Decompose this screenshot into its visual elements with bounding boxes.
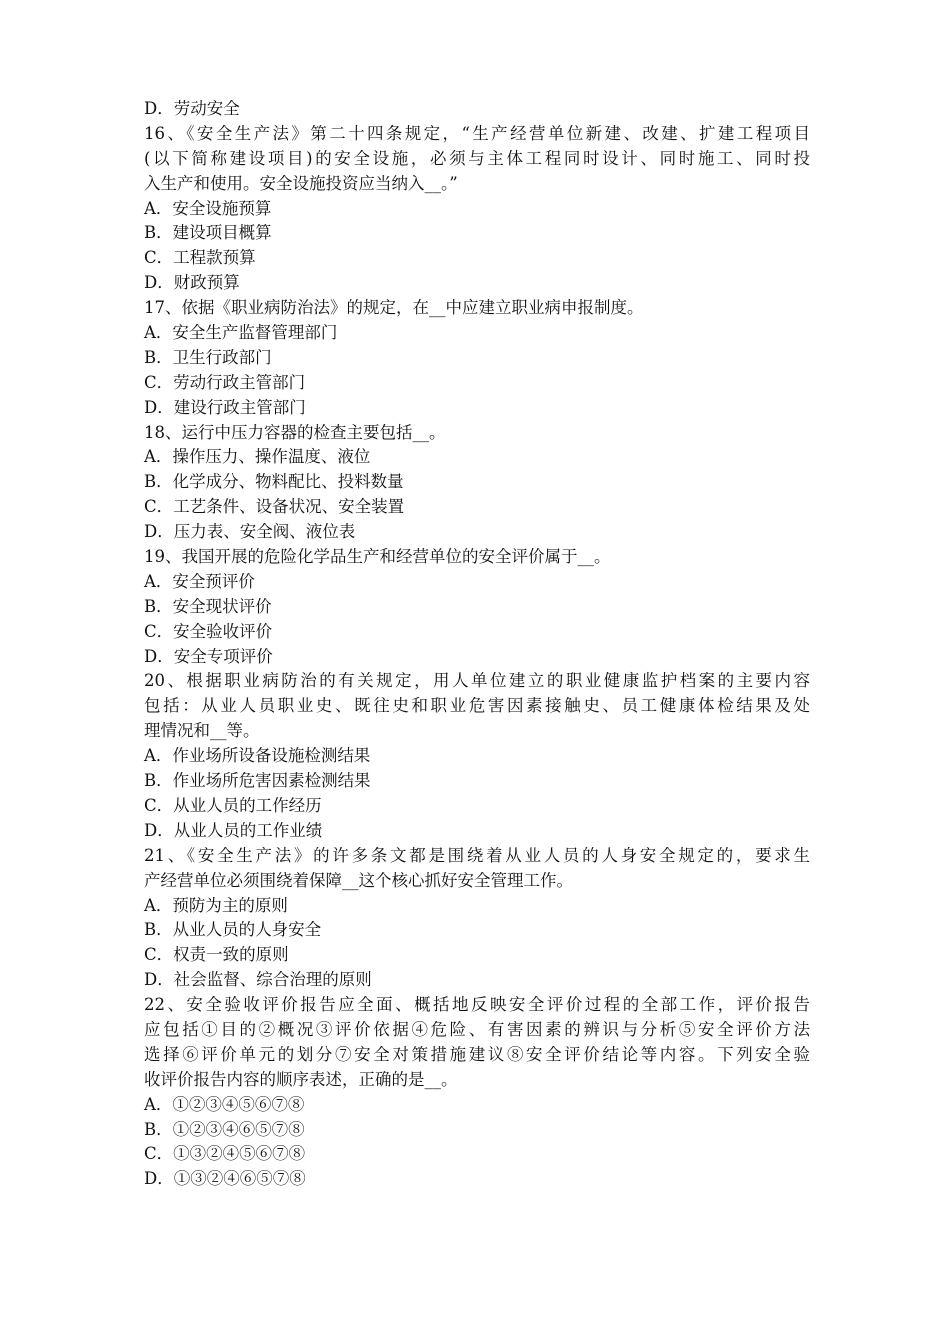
question-text: 选择⑥评价单元的划分⑦安全对策措施建议⑧安全评价结论等内容。下列安全验	[144, 1044, 810, 1064]
question-19	[144, 545, 810, 669]
question-17	[144, 296, 810, 420]
option-b: B．卫生行政部门	[144, 347, 272, 367]
option-d: D．压力表、安全阀、液位表	[144, 522, 356, 542]
question-16	[144, 122, 810, 296]
option-c: C．从业人员的工作经历	[144, 795, 322, 815]
question-text: 18、运行中压力容器的检查主要包括__。	[144, 422, 446, 442]
option-a: A．安全预评价	[144, 571, 255, 591]
option-d: D．财政预算	[144, 273, 240, 293]
option-a: A．安全生产监督管理部门	[144, 323, 338, 343]
question-22	[144, 993, 810, 1192]
option-d-lead: D．劳动安全	[144, 99, 240, 118]
document-page	[144, 97, 810, 1192]
option-a: A．操作压力、操作温度、液位	[144, 447, 371, 467]
option-a: A．①②③④⑤⑥⑦⑧	[144, 1094, 305, 1114]
option-a: A．安全设施预算	[144, 198, 272, 218]
question-text: 21、《安全生产法》的许多条文都是围绕着从业人员的人身安全规定的，要求生	[144, 845, 810, 865]
option-b: B．建设项目概算	[144, 223, 272, 243]
question-20	[144, 669, 810, 843]
question-text: (以下简称建设项目)的安全设施，必须与主体工程同时设计、同时施工、同时投	[144, 148, 810, 168]
option-a: A．预防为主的原则	[144, 895, 288, 915]
question-text: 20、根据职业病防治的有关规定，用人单位建立的职业健康监护档案的主要内容	[144, 671, 810, 691]
option-d: D．社会监督、综合治理的原则	[144, 970, 372, 990]
question-text: 入生产和使用。安全设施投资应当纳入__。”	[144, 173, 458, 193]
option-c: C．工程款预算	[144, 248, 256, 268]
question-text: 17、依据《职业病防治法》的规定，在__中应建立职业病申报制度。	[144, 298, 644, 318]
option-d: D．从业人员的工作业绩	[144, 820, 323, 840]
option-d: D．建设行政主管部门	[144, 397, 306, 417]
option-b: B．安全现状评价	[144, 596, 272, 616]
question-text: 22、安全验收评价报告应全面、概括地反映安全评价过程的全部工作，评价报告	[144, 995, 810, 1015]
option-d: D．安全专项评价	[144, 646, 273, 666]
option-c: C．劳动行政主管部门	[144, 372, 306, 392]
question-text: 理情况和__等。	[144, 721, 260, 741]
option-c: C．工艺条件、设备状况、安全装置	[144, 497, 405, 517]
option-c: C．安全验收评价	[144, 621, 273, 641]
question-text: 包括：从业人员职业史、既往史和职业危害因素接触史、员工健康体检结果及处	[144, 696, 810, 716]
option-b: B．①②③④⑥⑤⑦⑧	[144, 1119, 305, 1139]
option-b: B．作业场所危害因素检测结果	[144, 771, 371, 791]
option-d: D．①③②④⑥⑤⑦⑧	[144, 1169, 306, 1189]
question-text: 应包括①目的②概况③评价依据④危险、有害因素的辨识与分析⑤安全评价方法	[144, 1019, 810, 1039]
option-b: B．化学成分、物料配比、投料数量	[144, 472, 404, 492]
question-21	[144, 844, 810, 993]
option-c: C．①③②④⑤⑥⑦⑧	[144, 1144, 306, 1164]
question-text: 产经营单位必须围绕着保障__这个核心抓好安全管理工作。	[144, 870, 573, 890]
question-text: 收评价报告内容的顺序表述，正确的是__。	[144, 1069, 458, 1089]
option-b: B．从业人员的人身安全	[144, 920, 322, 940]
option-a: A．作业场所设备设施检测结果	[144, 746, 371, 766]
question-text: 16、《安全生产法》第二十四条规定，“生产经营单位新建、改建、扩建工程项目	[144, 123, 810, 143]
question-18	[144, 421, 810, 545]
question-text: 19、我国开展的危险化学品生产和经营单位的安全评价属于__。	[144, 547, 611, 567]
option-c: C．权责一致的原则	[144, 945, 289, 965]
